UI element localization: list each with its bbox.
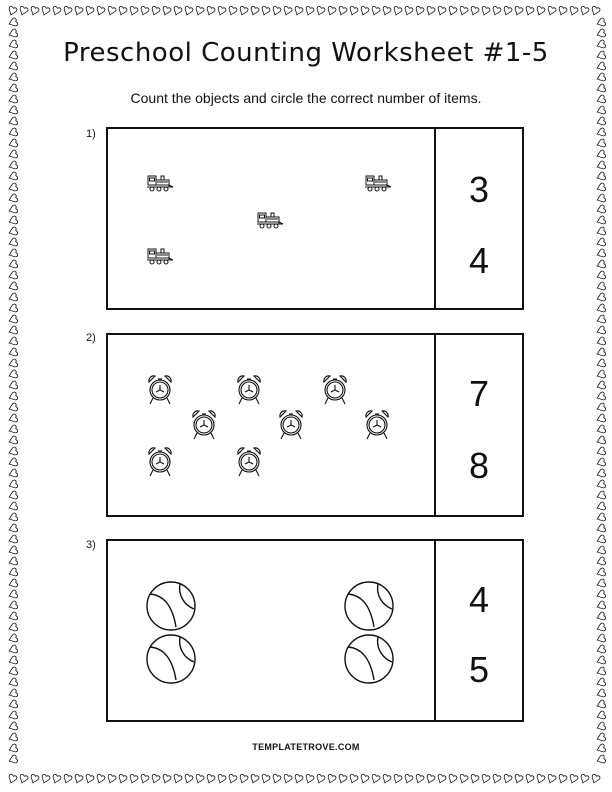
question-box (106, 333, 524, 517)
tennis-ball-icon (342, 632, 396, 686)
picture-area (108, 335, 434, 515)
tennis-ball-icon (342, 579, 396, 633)
question-box (106, 539, 524, 722)
answer-choices (434, 129, 522, 308)
answer-choice[interactable]: 3 (468, 169, 490, 210)
tennis-ball-icon (144, 579, 198, 633)
question-box (106, 127, 524, 310)
question-number: 2) (86, 332, 96, 344)
instructions: Count the objects and circle the correct number of items. (130, 90, 482, 106)
footer-website: TEMPLATETROVE.COM (252, 742, 360, 752)
alarm-clock-icon (188, 408, 220, 442)
picture-area (108, 129, 434, 308)
answer-choice[interactable]: 5 (468, 649, 490, 690)
page-title: Preschool Counting Worksheet #1-5 (63, 38, 549, 68)
toy-train-icon (146, 245, 174, 265)
tennis-ball-icon (144, 632, 198, 686)
toy-train-icon (146, 172, 174, 192)
answer-choice[interactable]: 7 (468, 373, 490, 414)
alarm-clock-icon (319, 373, 351, 407)
alarm-clock-icon (233, 373, 265, 407)
toy-train-icon (256, 209, 284, 229)
answer-choice[interactable]: 8 (468, 445, 490, 486)
alarm-clock-icon (144, 373, 176, 407)
toy-train-icon (364, 172, 392, 192)
answer-choices (434, 541, 522, 720)
question-number: 1) (86, 128, 96, 140)
picture-area (108, 541, 434, 720)
answer-choice[interactable]: 4 (468, 240, 490, 281)
alarm-clock-icon (361, 408, 393, 442)
answer-choices (434, 335, 522, 515)
alarm-clock-icon (233, 445, 265, 479)
answer-choice[interactable]: 4 (468, 579, 490, 620)
alarm-clock-icon (275, 408, 307, 442)
alarm-clock-icon (144, 445, 176, 479)
question-number: 3) (86, 539, 96, 551)
